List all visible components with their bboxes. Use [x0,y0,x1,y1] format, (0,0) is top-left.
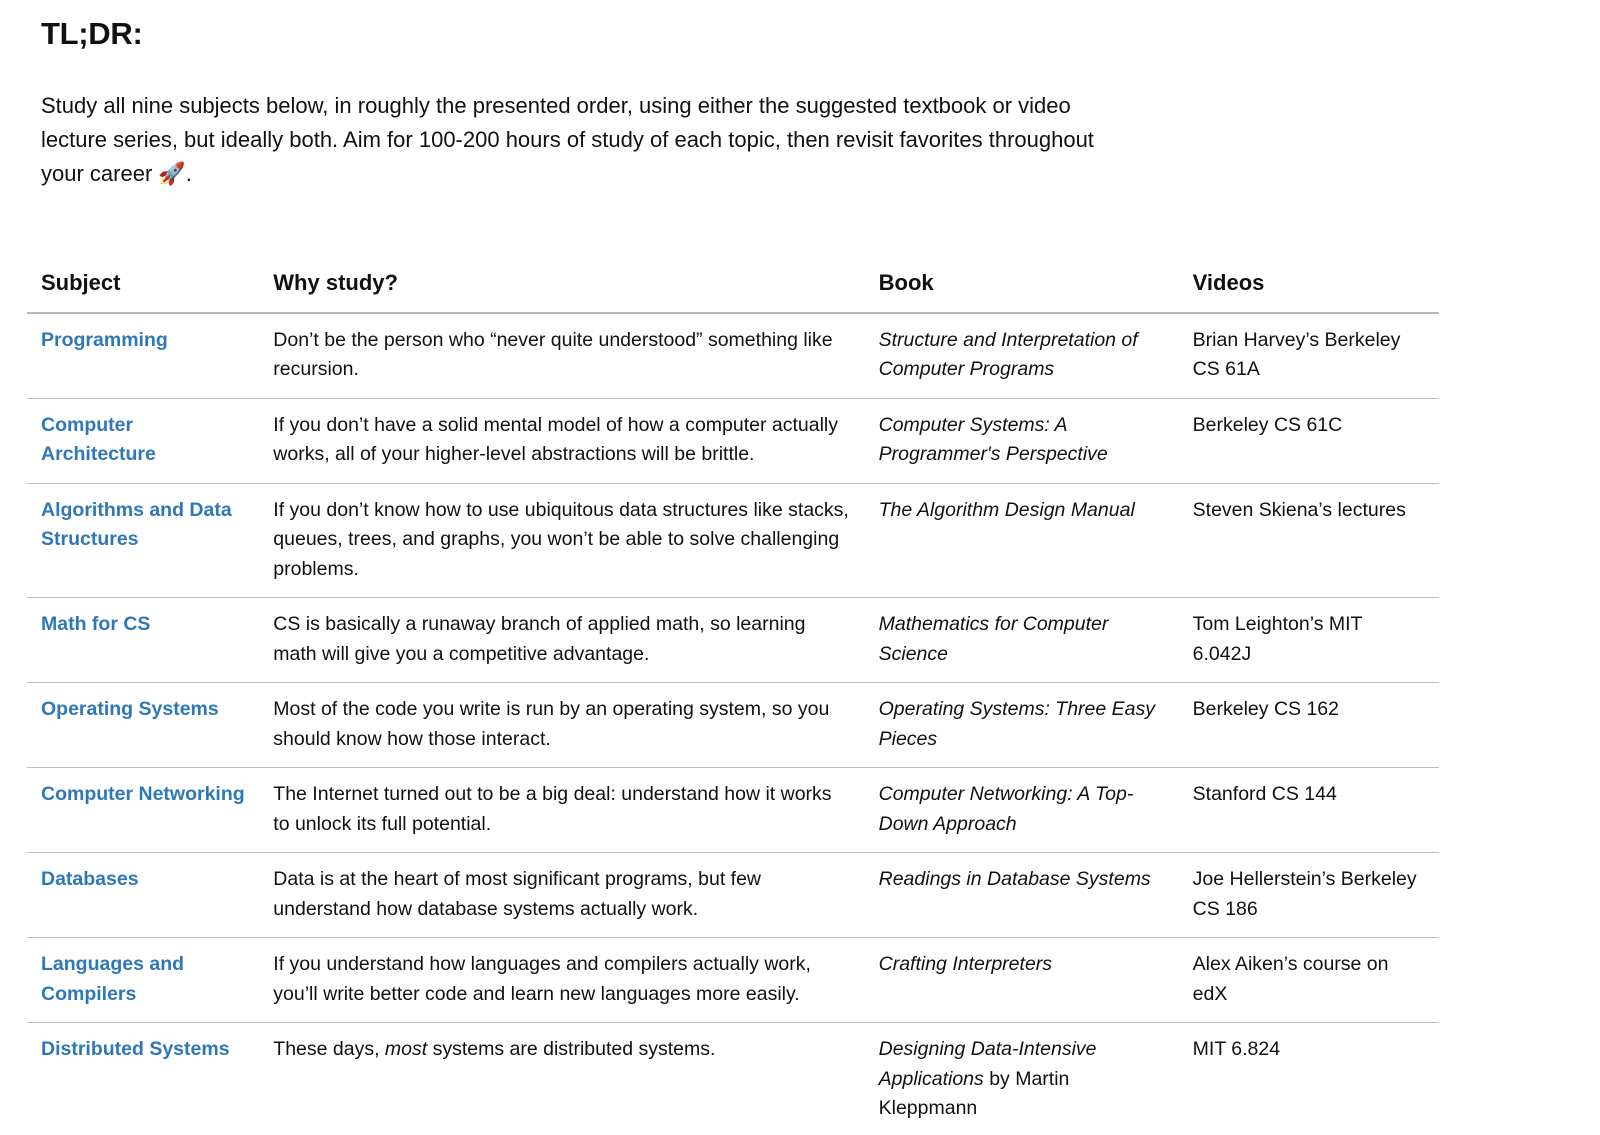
subject-link-operating-systems[interactable]: Operating Systems [41,698,219,720]
videos-cell: MIT 6.824 [1192,1038,1281,1060]
why-cell: Most of the code you write is run by an operating system, so you should know how those interact. [259,683,864,768]
why-cell: Don’t be the person who “never quite understood” something like recursion. [259,313,864,399]
videos-cell: Alex Aiken’s course on edX [1179,938,1439,1023]
table-header-row [27,259,1439,313]
book-cell [865,683,1179,768]
book-title: Readings in Database Systems [878,868,1151,890]
subject-link-distributed-systems[interactable]: Distributed Systems [41,1038,230,1060]
subject-cell [27,598,259,683]
why-cell: The Internet turned out to be a big deal: understand how it works to unlock its full potential. [259,768,864,853]
intro-paragraph [41,89,1101,191]
why-cell [259,1023,864,1135]
subject-cell [27,313,259,399]
subject-link-databases[interactable]: Databases [41,868,139,890]
subject-link-computer-networking[interactable]: Computer Networking [41,783,245,805]
book-cell [865,398,1179,483]
subject-cell [27,683,259,768]
table-row [27,598,1439,683]
table-row [27,1023,1439,1135]
book-author: by Martin Kleppmann [878,1067,1070,1119]
book-title: Mathematics for Computer Science [878,613,1109,665]
why-text-prefix: These days, [273,1038,385,1060]
table-row [27,853,1439,938]
book-title: Crafting Interpreters [878,953,1053,975]
curriculum-table [27,259,1439,1135]
subject-link-programming[interactable]: Programming [41,328,168,351]
table-row [27,483,1439,598]
book-cell [865,768,1179,853]
book-cell [865,853,1179,938]
book-title: Computer Networking: A Top-Down Approach [878,783,1134,835]
why-cell: If you understand how languages and compilers actually work, you’ll write better code and learn new languages more easily. [259,938,864,1023]
subject-cell [27,938,259,1023]
table-row [27,938,1439,1023]
book-cell [865,598,1179,683]
why-cell: If you don’t have a solid mental model of how a computer actually works, all of your higher-level abstractions will be brittle. [259,398,864,483]
subject-cell [27,483,259,598]
videos-cell: Tom Leighton’s MIT 6.042J [1179,598,1439,683]
why-text-suffix: systems are distributed systems. [427,1038,716,1060]
videos-cell: Steven Skiena’s lectures [1179,483,1439,598]
book-cell [865,938,1179,1023]
why-cell: CS is basically a runaway branch of applied math, so learning math will give you a competitive advantage. [259,598,864,683]
book-title: Structure and Interpretation of Computer Programs [878,328,1138,380]
subject-link-algorithms[interactable]: Algorithms and Data Structures [41,498,232,550]
subject-cell [27,853,259,938]
book-title: The Algorithm Design Manual [878,498,1135,521]
why-cell: Data is at the heart of most significant programs, but few understand how database systems actually work. [259,853,864,938]
intro-period: . [185,161,192,186]
table-row [27,313,1439,399]
subject-cell [27,398,259,483]
subject-cell [27,768,259,853]
subject-cell [27,1023,259,1135]
header-why-study: Why study? [259,259,864,313]
book-title: Designing Data-Intensive Applications [878,1038,1097,1090]
why-cell: If you don’t know how to use ubiquitous data structures like stacks, queues, trees, and graphs, you won’t be able to solve challenging problems. [259,483,864,598]
rocket-icon: 🚀 [158,161,186,186]
book-cell [865,313,1179,399]
book-title: Operating Systems: Three Easy Pieces [878,698,1155,750]
videos-cell: Berkeley CS 61C [1179,398,1439,483]
header-videos: Videos [1179,259,1439,313]
book-cell [865,483,1179,598]
videos-cell: Berkeley CS 162 [1179,683,1439,768]
header-book: Book [865,259,1179,313]
header-subject: Subject [27,259,259,313]
subject-link-math-for-cs[interactable]: Math for CS [41,613,151,635]
videos-cell: Stanford CS 144 [1179,768,1439,853]
book-title: Computer Systems: A Programmer's Perspective [878,413,1108,465]
subject-link-computer-architecture[interactable]: Computer Architecture [41,413,156,465]
videos-cell: Joe Hellerstein’s Berkeley CS 186 [1179,853,1439,938]
book-cell [865,1023,1179,1135]
table-row [27,398,1439,483]
subject-link-languages-compilers[interactable]: Languages and Compilers [41,953,185,1005]
why-text-emphasis: most [384,1038,428,1060]
table-row [27,683,1439,768]
page-title: TL;DR: [41,16,143,51]
videos-cell: Brian Harvey’s Berkeley CS 61A [1179,313,1439,399]
table-row [27,768,1439,853]
intro-text: Study all nine subjects below, in roughly the presented order, using either the suggested textbook or video lecture series, but ideally both. Aim for 100-200 hours of study of each topic, then revisit favorites throughout your career [41,93,1094,186]
